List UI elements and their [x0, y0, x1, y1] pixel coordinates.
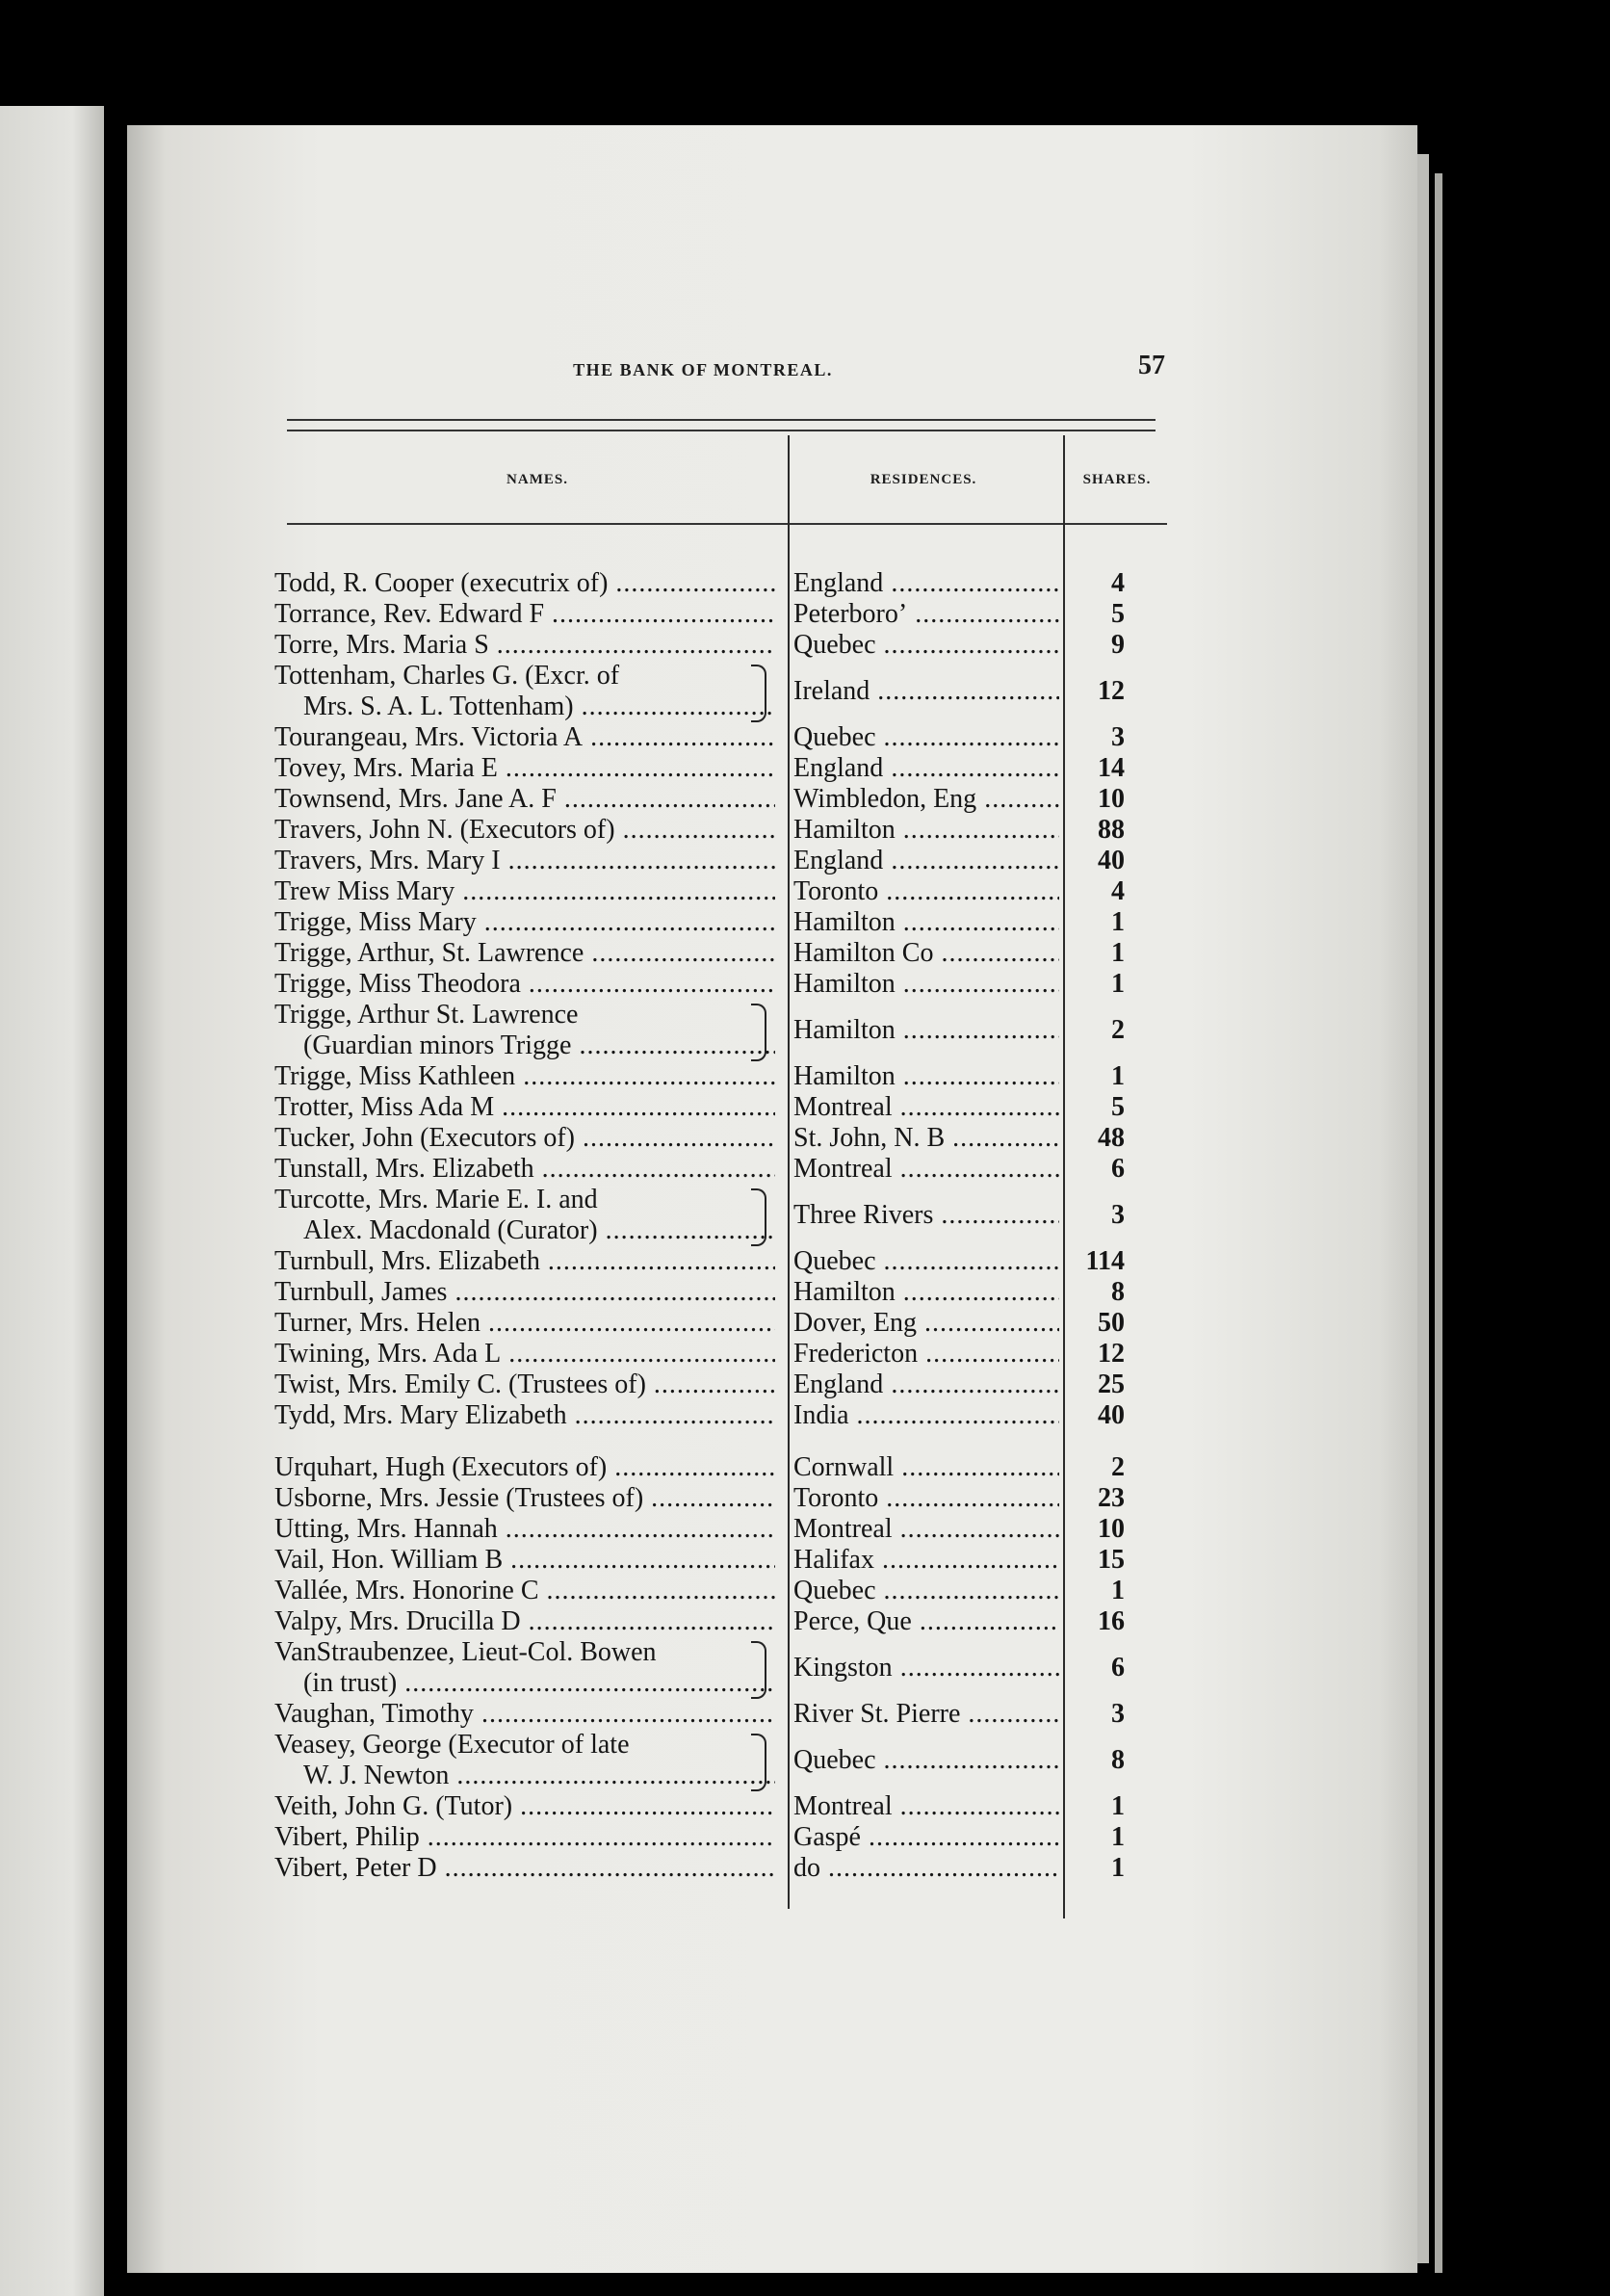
residence: Hamilton ..... — [793, 907, 1059, 938]
residence: Dover, Eng ..... — [793, 1308, 1059, 1339]
shareholder-name-line: Trigge, Miss Mary ..... — [274, 907, 775, 937]
shareholder-name — [274, 846, 775, 876]
shareholder-name — [274, 1061, 775, 1092]
shareholder-name-line: Urquhart, Hugh (Executors of) ..... — [274, 1452, 775, 1482]
shareholder-name-line: Trigge, Miss Kathleen ..... — [274, 1061, 775, 1091]
residence: Montreal ..... — [793, 1791, 1059, 1822]
residence: India ..... — [793, 1400, 1059, 1431]
shareholder-name-line: Townsend, Mrs. Jane A. F ..... — [274, 784, 775, 814]
shareholder-name-line: Veasey, George (Executor of late — [274, 1730, 630, 1760]
residence: Toronto ..... — [793, 1483, 1059, 1514]
shareholder-name — [274, 661, 775, 722]
page-edge-back — [1435, 173, 1442, 2273]
shareholder-name-line: Torrance, Rev. Edward F ..... — [274, 599, 775, 629]
residence: Hamilton ..... — [793, 1015, 1059, 1046]
share-count: 10 — [1098, 784, 1125, 814]
shareholder-name — [274, 1452, 775, 1483]
shareholder-name — [274, 1370, 775, 1400]
share-count: 14 — [1098, 753, 1125, 783]
share-count: 3 — [1111, 722, 1125, 752]
share-count: 16 — [1098, 1606, 1125, 1636]
share-count: 1 — [1111, 1853, 1125, 1883]
share-count: 15 — [1098, 1545, 1125, 1575]
shareholder-name-line: Tottenham, Charles G. (Excr. of — [274, 661, 620, 691]
page-number: 57 — [1138, 351, 1165, 380]
shareholder-name — [274, 969, 775, 1000]
column-header-residences: RESIDENCES. — [870, 472, 977, 487]
share-count: 1 — [1111, 938, 1125, 968]
residence: Gaspé ..... — [793, 1822, 1059, 1853]
shareholder-name-continuation: Alex. Macdonald (Curator) ..... — [274, 1215, 775, 1246]
residence: Quebec ..... — [793, 1745, 1059, 1776]
residence: Halifax ..... — [793, 1545, 1059, 1576]
share-count: 8 — [1111, 1745, 1125, 1775]
shareholder-name-continuation: Mrs. S. A. L. Tottenham) ..... — [274, 691, 775, 722]
shareholder-name — [274, 1822, 775, 1853]
residence: Perce, Que ..... — [793, 1606, 1059, 1637]
shareholder-name — [274, 815, 775, 846]
shareholder-name-line: Trew Miss Mary ..... — [274, 876, 775, 906]
shareholder-name — [274, 1277, 775, 1308]
residence: do ..... — [793, 1853, 1059, 1884]
previous-page-edge — [0, 106, 104, 2296]
shareholder-name-line: Trigge, Arthur St. Lawrence — [274, 1000, 579, 1030]
residence: England ..... — [793, 753, 1059, 784]
shareholder-name — [274, 1000, 775, 1061]
shareholder-name-line: Tovey, Mrs. Maria E ..... — [274, 753, 775, 783]
shareholder-name — [274, 1092, 775, 1123]
residence: Peterboro’ ..... — [793, 599, 1059, 630]
shareholder-name — [274, 1637, 775, 1699]
share-count: 1 — [1111, 1791, 1125, 1821]
shareholder-name — [274, 1154, 775, 1185]
residence: England ..... — [793, 846, 1059, 876]
share-count: 48 — [1098, 1123, 1125, 1153]
share-count: 1 — [1111, 969, 1125, 999]
shareholder-name — [274, 1400, 775, 1431]
share-count: 114 — [1085, 1246, 1125, 1276]
share-count: 6 — [1111, 1653, 1125, 1683]
shareholder-name — [274, 1483, 775, 1514]
share-count: 40 — [1098, 846, 1125, 875]
shareholder-name — [274, 1853, 775, 1884]
column-divider — [1063, 435, 1065, 1918]
shareholder-name-line: Turnbull, James ..... — [274, 1277, 775, 1307]
residence: Hamilton Co ..... — [793, 938, 1059, 969]
header-rule — [287, 430, 1156, 431]
residence: River St. Pierre ..... — [793, 1699, 1059, 1730]
shareholder-name-line: Travers, Mrs. Mary I ..... — [274, 846, 775, 875]
shareholder-name-line: Vallée, Mrs. Honorine C ..... — [274, 1576, 775, 1605]
shareholder-name — [274, 630, 775, 661]
shareholder-name — [274, 1185, 775, 1246]
residence: Three Rivers ..... — [793, 1200, 1059, 1231]
share-count: 6 — [1111, 1154, 1125, 1184]
share-count: 4 — [1111, 876, 1125, 906]
shareholder-name — [274, 1339, 775, 1370]
shareholder-name-line: Turner, Mrs. Helen ..... — [274, 1308, 775, 1338]
share-count: 9 — [1111, 630, 1125, 660]
running-title: THE BANK OF MONTREAL. — [573, 360, 833, 379]
shareholder-name-line: Tunstall, Mrs. Elizabeth ..... — [274, 1154, 775, 1184]
column-header-names: NAMES. — [506, 472, 568, 487]
residence: Quebec ..... — [793, 1246, 1059, 1277]
shareholder-name — [274, 599, 775, 630]
shareholder-name-line: Turnbull, Mrs. Elizabeth ..... — [274, 1246, 775, 1276]
residence: England ..... — [793, 568, 1059, 599]
shareholder-name-line: Travers, John N. (Executors of) ..... — [274, 815, 775, 845]
share-count: 3 — [1111, 1699, 1125, 1729]
share-count: 40 — [1098, 1400, 1125, 1430]
shareholder-name-line: Todd, R. Cooper (executrix of) ..... — [274, 568, 775, 598]
shareholder-name — [274, 1514, 775, 1545]
residence: Quebec ..... — [793, 722, 1059, 753]
shareholder-name-line: Twining, Mrs. Ada L ..... — [274, 1339, 775, 1369]
shareholder-name-line: Vaughan, Timothy ..... — [274, 1699, 775, 1729]
column-header-rule — [287, 523, 1167, 525]
shareholder-name-line: Valpy, Mrs. Drucilla D ..... — [274, 1606, 775, 1636]
shareholder-name-line: Vail, Hon. William B ..... — [274, 1545, 775, 1575]
share-count: 12 — [1098, 1339, 1125, 1369]
residence: Hamilton ..... — [793, 969, 1059, 1000]
residence: Kingston ..... — [793, 1653, 1059, 1683]
share-count: 23 — [1098, 1483, 1125, 1513]
shareholder-name-continuation: W. J. Newton ..... — [274, 1761, 775, 1791]
shareholder-name — [274, 1730, 775, 1791]
share-count: 12 — [1098, 676, 1125, 706]
shareholder-name-line: Tydd, Mrs. Mary Elizabeth ..... — [274, 1400, 775, 1430]
shareholder-name-line: Twist, Mrs. Emily C. (Trustees of) ..... — [274, 1370, 775, 1399]
shareholder-name-line: Utting, Mrs. Hannah ..... — [274, 1514, 775, 1544]
share-count: 3 — [1111, 1200, 1125, 1230]
shareholder-name — [274, 1699, 775, 1730]
residence: Montreal ..... — [793, 1154, 1059, 1185]
shareholder-name — [274, 1308, 775, 1339]
share-count: 25 — [1098, 1370, 1125, 1399]
shareholder-name — [274, 753, 775, 784]
residence: Fredericton ..... — [793, 1339, 1059, 1370]
shareholder-name-line: Veith, John G. (Tutor) ..... — [274, 1791, 775, 1821]
shareholder-name-line: Vibert, Peter D ..... — [274, 1853, 775, 1883]
share-count: 2 — [1111, 1015, 1125, 1045]
share-count: 88 — [1098, 815, 1125, 845]
share-count: 5 — [1111, 1092, 1125, 1122]
column-header-shares: SHARES. — [1082, 472, 1152, 487]
header-rule — [287, 419, 1156, 421]
shareholder-name-line: VanStraubenzee, Lieut-Col. Bowen — [274, 1637, 657, 1667]
shareholder-name-line: Tucker, John (Executors of) ..... — [274, 1123, 775, 1153]
residence: Ireland ..... — [793, 676, 1059, 707]
share-count: 2 — [1111, 1452, 1125, 1482]
residence: Quebec ..... — [793, 1576, 1059, 1606]
share-count: 10 — [1098, 1514, 1125, 1544]
shareholder-name — [274, 1576, 775, 1606]
residence: Cornwall ..... — [793, 1452, 1059, 1483]
residence: England ..... — [793, 1370, 1059, 1400]
residence: Hamilton ..... — [793, 815, 1059, 846]
shareholder-name-line: Trotter, Miss Ada M ..... — [274, 1092, 775, 1122]
shareholder-name — [274, 1791, 775, 1822]
residence: Wimbledon, Eng ..... — [793, 784, 1059, 815]
share-count: 1 — [1111, 907, 1125, 937]
shareholder-name — [274, 1123, 775, 1154]
shareholder-name-continuation: (in trust) ..... — [274, 1668, 775, 1699]
page-edge — [1417, 154, 1429, 2263]
residence: Hamilton ..... — [793, 1277, 1059, 1308]
column-divider — [788, 435, 790, 1909]
shareholder-name — [274, 1606, 775, 1637]
shareholder-name-line: Tourangeau, Mrs. Victoria A ..... — [274, 722, 775, 752]
share-count: 50 — [1098, 1308, 1125, 1338]
shareholder-name-line: Turcotte, Mrs. Marie E. I. and — [274, 1185, 598, 1214]
shareholder-name — [274, 876, 775, 907]
share-count: 8 — [1111, 1277, 1125, 1307]
residence: Toronto ..... — [793, 876, 1059, 907]
shareholder-name-line: Trigge, Arthur, St. Lawrence ..... — [274, 938, 775, 968]
share-count: 5 — [1111, 599, 1125, 629]
shareholder-name-line: Trigge, Miss Theodora ..... — [274, 969, 775, 999]
residence: St. John, N. B ..... — [793, 1123, 1059, 1154]
share-count: 1 — [1111, 1576, 1125, 1605]
share-count: 1 — [1111, 1061, 1125, 1091]
shareholder-name-line: Torre, Mrs. Maria S ..... — [274, 630, 775, 660]
shareholder-name-line: Vibert, Philip ..... — [274, 1822, 775, 1852]
shareholder-name — [274, 568, 775, 599]
shareholder-name-line: Usborne, Mrs. Jessie (Trustees of) ..... — [274, 1483, 775, 1513]
shareholder-name — [274, 938, 775, 969]
share-count: 4 — [1111, 568, 1125, 598]
residence: Hamilton ..... — [793, 1061, 1059, 1092]
residence: Quebec ..... — [793, 630, 1059, 661]
shareholder-name — [274, 1246, 775, 1277]
shareholder-name — [274, 1545, 775, 1576]
shareholder-name — [274, 784, 775, 815]
residence: Montreal ..... — [793, 1092, 1059, 1123]
share-count: 1 — [1111, 1822, 1125, 1852]
shareholder-name — [274, 722, 775, 753]
shareholder-name — [274, 907, 775, 938]
shareholder-name-continuation: (Guardian minors Trigge ..... — [274, 1031, 775, 1061]
residence: Montreal ..... — [793, 1514, 1059, 1545]
